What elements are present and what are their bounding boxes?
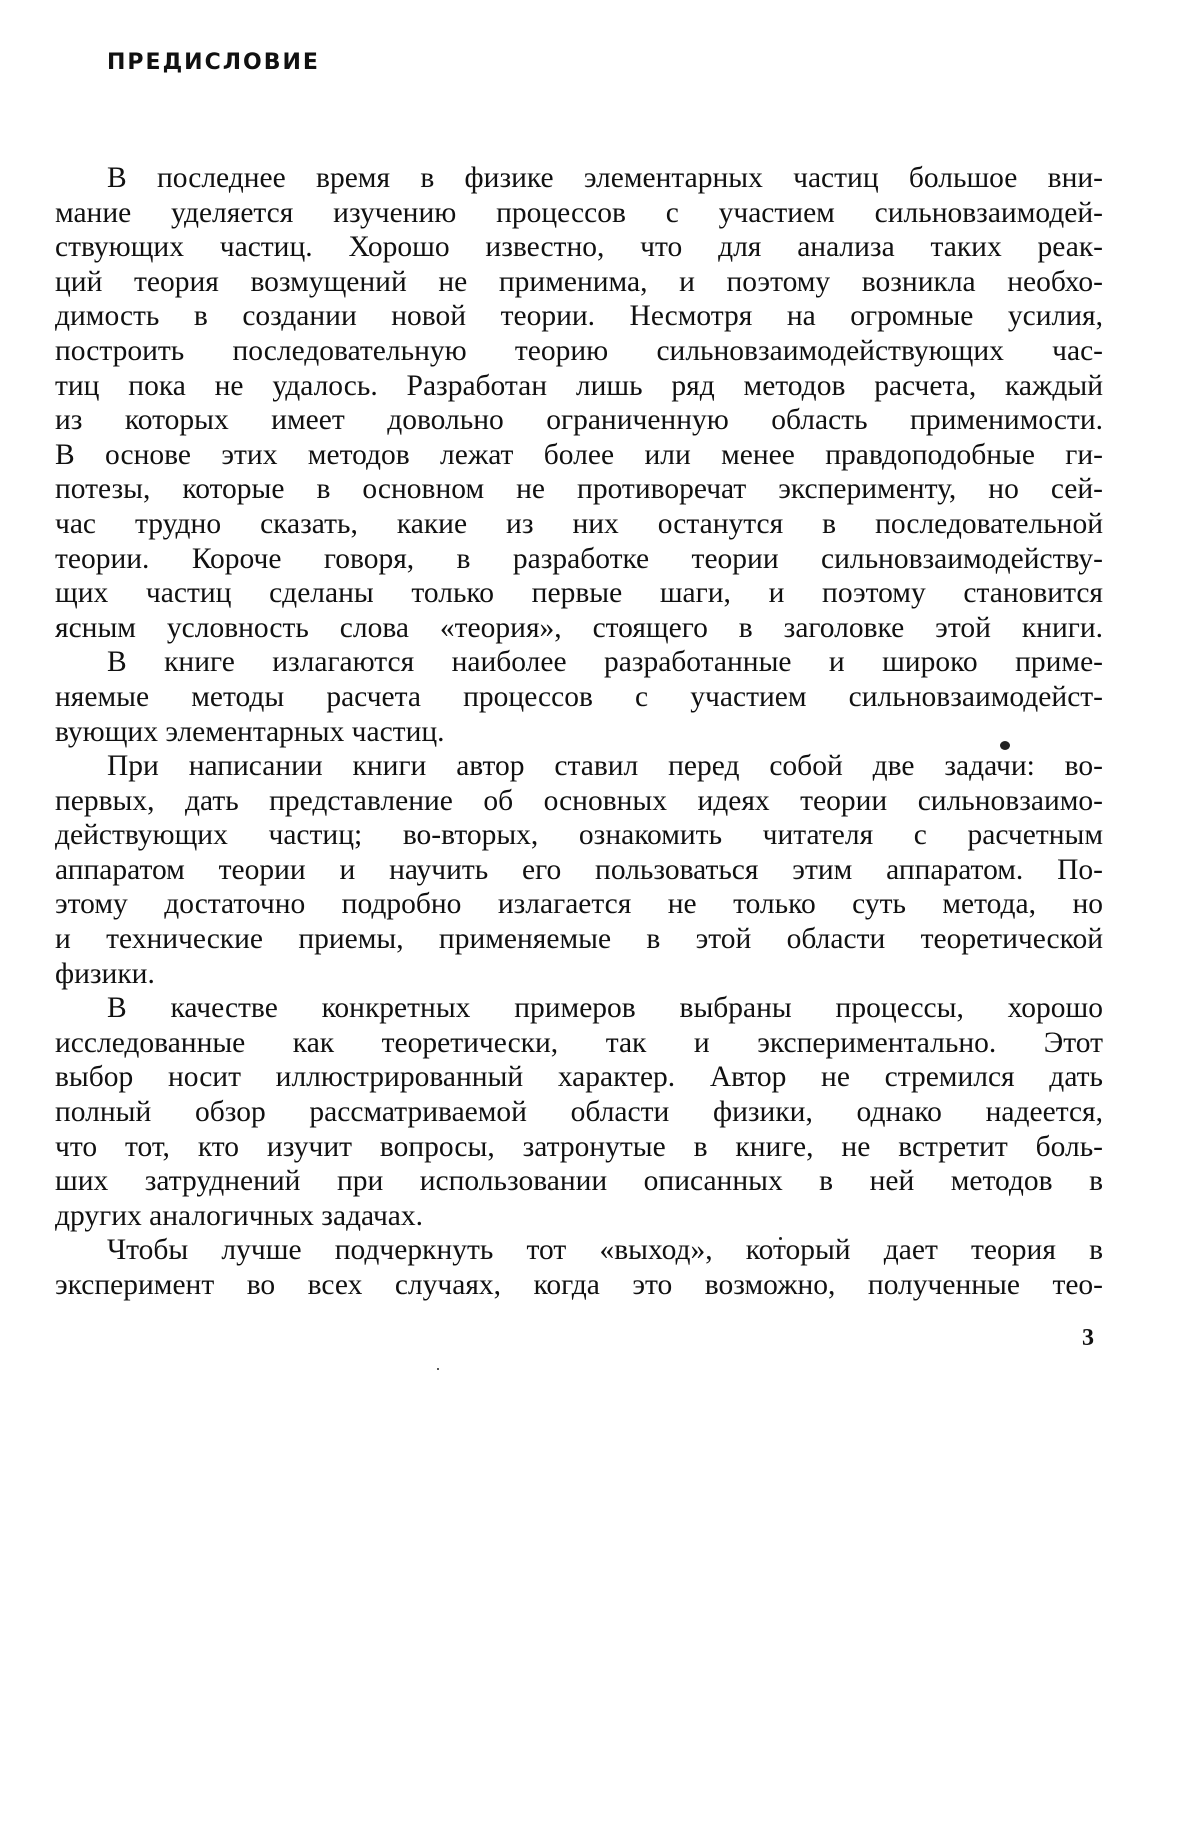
page-heading: ПРЕДИСЛОВИЕ bbox=[107, 50, 320, 75]
text-line: действующих частиц; во-вторых, ознакомить читателя с расчетным bbox=[55, 818, 1103, 853]
text-line: выбор носит иллюстрированный характер. Автор не стремился дать bbox=[55, 1060, 1103, 1095]
ink-speck-mark bbox=[437, 1368, 439, 1370]
text-line: ших затруднений при использовании описанных в ней методов в bbox=[55, 1164, 1103, 1199]
text-line: В качестве конкретных примеров выбраны процессы, хорошо bbox=[55, 991, 1103, 1026]
text-line: ций теория возмущений не применима, и поэтому возникла необхо- bbox=[55, 265, 1103, 300]
text-line: В книге излагаются наиболее разработанные и широко приме- bbox=[55, 645, 1103, 680]
text-line: Чтобы лучше подчеркнуть тот «выход», который дает теория в bbox=[55, 1233, 1103, 1268]
text-line: других аналогичных задачах. bbox=[55, 1199, 1103, 1234]
book-page bbox=[0, 0, 1200, 1833]
text-line: из которых имеет довольно ограниченную область применимости. bbox=[55, 403, 1103, 438]
preface-text bbox=[55, 161, 1103, 1303]
text-line: исследованные как теоретически, так и экспериментально. Этот bbox=[55, 1026, 1103, 1061]
text-line: тиц пока не удалось. Разработан лишь ряд методов расчета, каждый bbox=[55, 369, 1103, 404]
text-line: построить последовательную теорию сильновзаимодействующих час- bbox=[55, 334, 1103, 369]
text-line: При написании книги автор ставил перед собой две задачи: во- bbox=[55, 749, 1103, 784]
text-line: что тот, кто изучит вопросы, затронутые в книге, не встретит боль- bbox=[55, 1130, 1103, 1165]
text-line: эксперимент во всех случаях, когда это возможно, полученные тео- bbox=[55, 1268, 1103, 1303]
text-line: теории. Короче говоря, в разработке теории сильновзаимодейству- bbox=[55, 542, 1103, 577]
text-line: физики. bbox=[55, 957, 1103, 992]
ink-speck-mark bbox=[779, 1237, 782, 1240]
text-line: потезы, которые в основном не противоречат эксперименту, но сей- bbox=[55, 472, 1103, 507]
text-line: полный обзор рассматриваемой области физики, однако надеется, bbox=[55, 1095, 1103, 1130]
text-line: час трудно сказать, какие из них останутся в последовательной bbox=[55, 507, 1103, 542]
page-number: 3 bbox=[1082, 1325, 1094, 1352]
text-line: мание уделяется изучению процессов с участием сильновзаимодей- bbox=[55, 196, 1103, 231]
text-line: димость в создании новой теории. Несмотря на огромные усилия, bbox=[55, 299, 1103, 334]
text-line: этому достаточно подробно излагается не только суть метода, но bbox=[55, 887, 1103, 922]
text-line: В последнее время в физике элементарных частиц большое вни- bbox=[55, 161, 1103, 196]
ink-speck-mark bbox=[1000, 741, 1010, 750]
text-line: щих частиц сделаны только первые шаги, и поэтому становится bbox=[55, 576, 1103, 611]
text-line: няемые методы расчета процессов с участием сильновзаимодейст- bbox=[55, 680, 1103, 715]
text-line: ствующих частиц. Хорошо известно, что для анализа таких реак- bbox=[55, 230, 1103, 265]
text-line: аппаратом теории и научить его пользоваться этим аппаратом. По- bbox=[55, 853, 1103, 888]
text-line: и технические приемы, применяемые в этой области теоретической bbox=[55, 922, 1103, 957]
text-line: первых, дать представление об основных идеях теории сильновзаимо- bbox=[55, 784, 1103, 819]
text-line: В основе этих методов лежат более или менее правдоподобные ги- bbox=[55, 438, 1103, 473]
text-line: ясным условность слова «теория», стоящего в заголовке этой книги. bbox=[55, 611, 1103, 646]
text-line: вующих элементарных частиц. bbox=[55, 715, 1103, 750]
